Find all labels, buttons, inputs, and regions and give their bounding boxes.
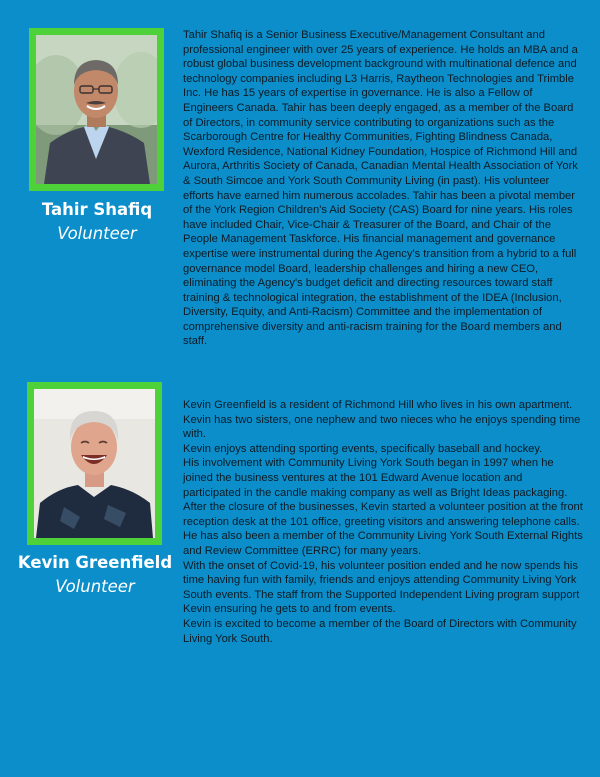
person-bio	[183, 28, 583, 349]
bio-paragraph: With the onset of Covid-19, his volunteer position ended and he now spends his time having fun with family, friends and enjoys attending Community Living York South events. The staff from the Supported Independent Living program support Kevin ensuring he gets to and from events.	[183, 559, 580, 616]
photo-frame	[27, 382, 162, 545]
bio-paragraph: He has also been a member of the Community Living York South External Rights and Review Committee (ERRC) for many years.	[183, 530, 583, 557]
bio-paragraph: Kevin Greenfield is a resident of Richmond Hill who lives in his own apartment. Kevin has two sisters, one nephew and two nieces who he enjoys spending time with.	[183, 399, 581, 441]
bio-paragraph: Kevin enjoys attending sporting events, specifically baseball and hockey.	[183, 442, 543, 455]
portrait-photo	[36, 35, 157, 184]
bio-paragraph: Kevin is excited to become a member of the Board of Directors with Community Living York South.	[183, 617, 577, 645]
bio-paragraph: Tahir Shafiq is a Senior Business Executive/Management Consultant and professional engineer with over 25 years of experience. He holds an MBA and a robust global business development background with multinational defence and technology companies including L3 Harris, Raytheon Technologies and Trimble Inc. He has 15 years of expertise in governance. He is also a Fellow of Engineers Canada. Tahir has been deeply engaged, as a member of the Board of Directors, in community service contributing to organizations such as the Scarborough Centre for Healthy Communities, Fighting Blindness Canada, Wexford Residence, National Kidney Foundation, Hospice of Richmond Hill and Aurora, Arthritis Society of Canada, Canadian Mental Health Association of York & South Simcoe and York South Community Living (in past). His volunteer efforts have earned him numerous accolades. Tahir has been a pivotal member of the York Region Children's Aid Society (CAS) Board for nine years. His roles have included Chair, Vice-Chair & Treasurer of the Board, and Chair of the People Management Taskforce. His financial management and governance expertise were instrumental during the Agency's transition from a hybrid to a full governance model Board, leadership challenges and hiring a new CEO, eliminating the Agency's budget deficit and directing resources toward staff training & technological integration, the establishment of the IDEA (Inclusion, Diversity, Equity, and Anti-Racism) Committee and the implementation of comprehensive diversity and anti-racism training for the Board members and staff.	[183, 29, 578, 348]
portrait-illustration	[36, 35, 157, 184]
person-bio	[183, 398, 583, 646]
person-name: Kevin Greenfield	[17, 553, 173, 572]
photo-frame	[29, 28, 164, 191]
person-name: Tahir Shafiq	[41, 200, 153, 219]
portrait-illustration	[34, 389, 155, 538]
bio-paragraph: His involvement with Community Living York South began in 1997 when he joined the business ventures at the 101 Edward Avenue location and participated in the candle making company as well as Bright Ideas packaging. After the closure of the businesses, Kevin started a volunteer position at the front reception desk at the 101 office, greeting visitors and answering telephone calls.	[183, 457, 583, 528]
portrait-photo	[34, 389, 155, 538]
person-role: Volunteer	[55, 577, 135, 596]
person-role: Volunteer	[57, 224, 137, 243]
